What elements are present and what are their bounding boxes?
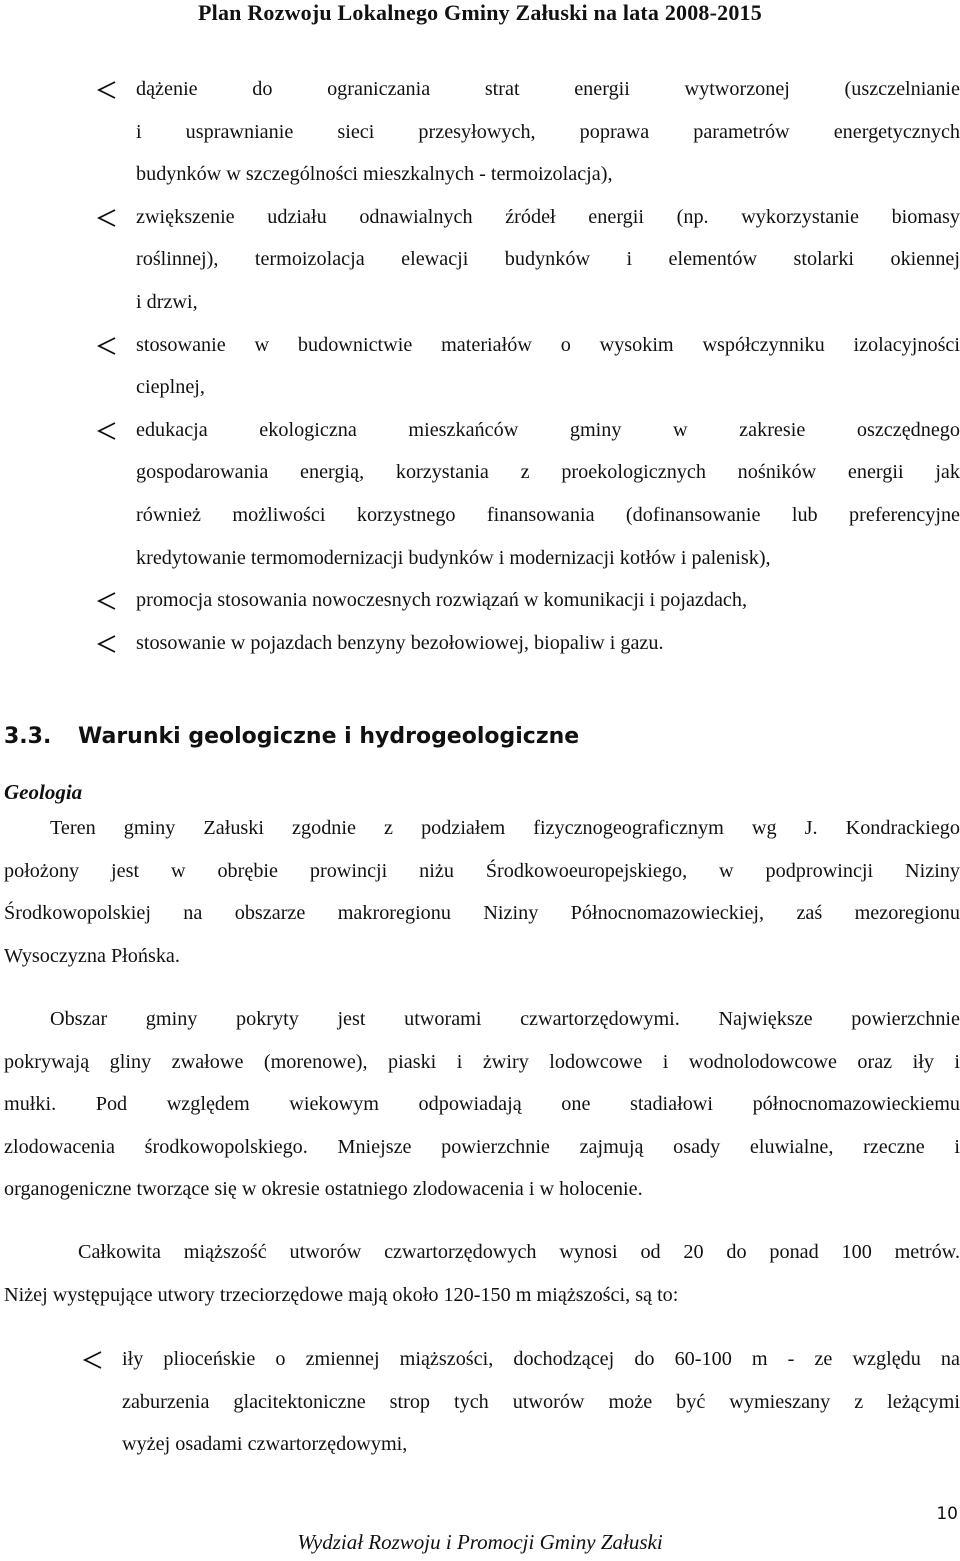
page-footer: Wydział Rozwoju i Promocji Gminy Załuski xyxy=(297,1530,663,1554)
paragraph-line: Teren gminy Załuski zgodnie z podziałem fizycznogeograficznym wg J. Kondrackiego xyxy=(50,817,960,839)
bullet-line: promocja stosowania nowoczesnych rozwiązań w komunikacji i pojazdach, xyxy=(136,589,748,612)
arrow-bullet-icon xyxy=(82,1350,104,1370)
arrow-bullet-icon xyxy=(96,421,118,441)
arrow-bullet-icon xyxy=(96,591,118,611)
paragraph-line: Całkowita miąższość utworów czwartorzędowych wynosi od 20 do ponad 100 metrów. xyxy=(78,1241,960,1263)
paragraph-1 xyxy=(4,807,960,977)
section-title: Warunki geologiczne i hydrogeologiczne xyxy=(78,724,580,749)
bullet-item xyxy=(96,409,960,579)
paragraph-line: Środkowopolskiej na obszarze makroregionu Niziny Północnomazowieckiej, zaś mezoregionu xyxy=(4,902,960,925)
bullet-line: stosowanie w pojazdach benzyny bezołowiowej, biopaliw i gazu. xyxy=(136,631,664,654)
bullet-line: cieplnej, xyxy=(136,376,205,399)
paragraph-line: organogeniczne tworzące się w okresie ostatniego zlodowacenia i w holocenie. xyxy=(4,1178,643,1201)
bullet-line: również możliwości korzystnego finansowania (dofinansowanie lub preferencyjne xyxy=(136,503,960,526)
bullet-item xyxy=(96,622,960,665)
bullet-line: dążenie do ograniczania strat energii wytworzonej (uszczelnianie xyxy=(136,78,960,100)
subheading-geologia: Geologia xyxy=(4,780,83,804)
arrow-bullet-icon xyxy=(96,634,118,654)
bullet-line: wyżej osadami czwartorzędowymi, xyxy=(122,1433,408,1456)
bullet-line: i usprawnianie sieci przesyłowych, poprawa parametrów energetycznych xyxy=(136,120,960,143)
bullet-list-bottom xyxy=(82,1338,960,1466)
paragraph-line: mułki. Pod względem wiekowym odpowiadają one stadiałowi północnomazowieckiemu xyxy=(4,1093,960,1116)
paragraph-3 xyxy=(4,1231,960,1316)
arrow-bullet-icon xyxy=(96,208,118,228)
paragraph-line: Obszar gminy pokryty jest utworami czwartorzędowymi. Największe powierzchnie xyxy=(50,1008,960,1030)
bullet-line: zwiększenie udziału odnawialnych źródeł energii (np. wykorzystanie biomasy xyxy=(136,205,960,228)
bullet-item xyxy=(82,1338,960,1466)
bullet-line: edukacja ekologiczna mieszkańców gminy w zakresie oszczędnego xyxy=(136,418,960,441)
bullet-line: stosowanie w budownictwie materiałów o wysokim współczynniku izolacyjności xyxy=(136,333,960,356)
paragraph-line: położony jest w obrębie prowincji niżu Środkowoeuropejskiego, w podprowincji Niziny xyxy=(4,859,960,882)
paragraph-line: Wysoczyzna Płońska. xyxy=(4,944,180,967)
bullet-item xyxy=(96,324,960,409)
paragraph-line: zlodowacenia środkowopolskiego. Mniejsze powierzchnie zajmują osady eluwialne, rzeczne i xyxy=(4,1135,960,1158)
bullet-line: gospodarowania energią, korzystania z proekologicznych nośników energii jak xyxy=(136,461,960,484)
bullet-line: zaburzenia glacitektoniczne strop tych utworów może być wymieszany z leżącymi xyxy=(122,1390,960,1413)
arrow-bullet-icon xyxy=(96,80,118,100)
bullet-line: i drzwi, xyxy=(136,290,198,313)
bullet-line: kredytowanie termomodernizacji budynków i modernizacji kotłów i palenisk), xyxy=(136,546,771,569)
page-header xyxy=(0,0,960,30)
paragraph-line: pokrywają gliny zwałowe (morenowe), piaski i żwiry lodowcowe i wodnolodowcowe oraz iły i xyxy=(4,1050,960,1073)
paragraph-line: Niżej występujące utwory trzeciorzędowe mają około 120-150 m miąższości, są to: xyxy=(4,1283,679,1306)
bullet-item xyxy=(96,579,960,622)
bullet-item xyxy=(96,68,960,196)
bullet-line: iły plioceńskie o zmiennej miąższości, dochodzącej do 60-100 m - ze względu na xyxy=(122,1348,960,1370)
page-number: 10 xyxy=(936,1504,958,1524)
header-title: Plan Rozwoju Lokalnego Gminy Załuski na lata 2008-2015 xyxy=(198,0,762,25)
section-heading xyxy=(4,724,579,760)
arrow-bullet-icon xyxy=(96,336,118,356)
bullet-line: roślinnej), termoizolacja elewacji budynków i elementów stolarki okiennej xyxy=(136,248,960,271)
bullet-list-top xyxy=(96,68,960,664)
paragraph-2 xyxy=(4,998,960,1211)
section-number: 3.3. xyxy=(4,724,52,749)
bullet-line: budynków w szczególności mieszkalnych - termoizolacja), xyxy=(136,163,613,186)
bullet-item xyxy=(96,196,960,324)
